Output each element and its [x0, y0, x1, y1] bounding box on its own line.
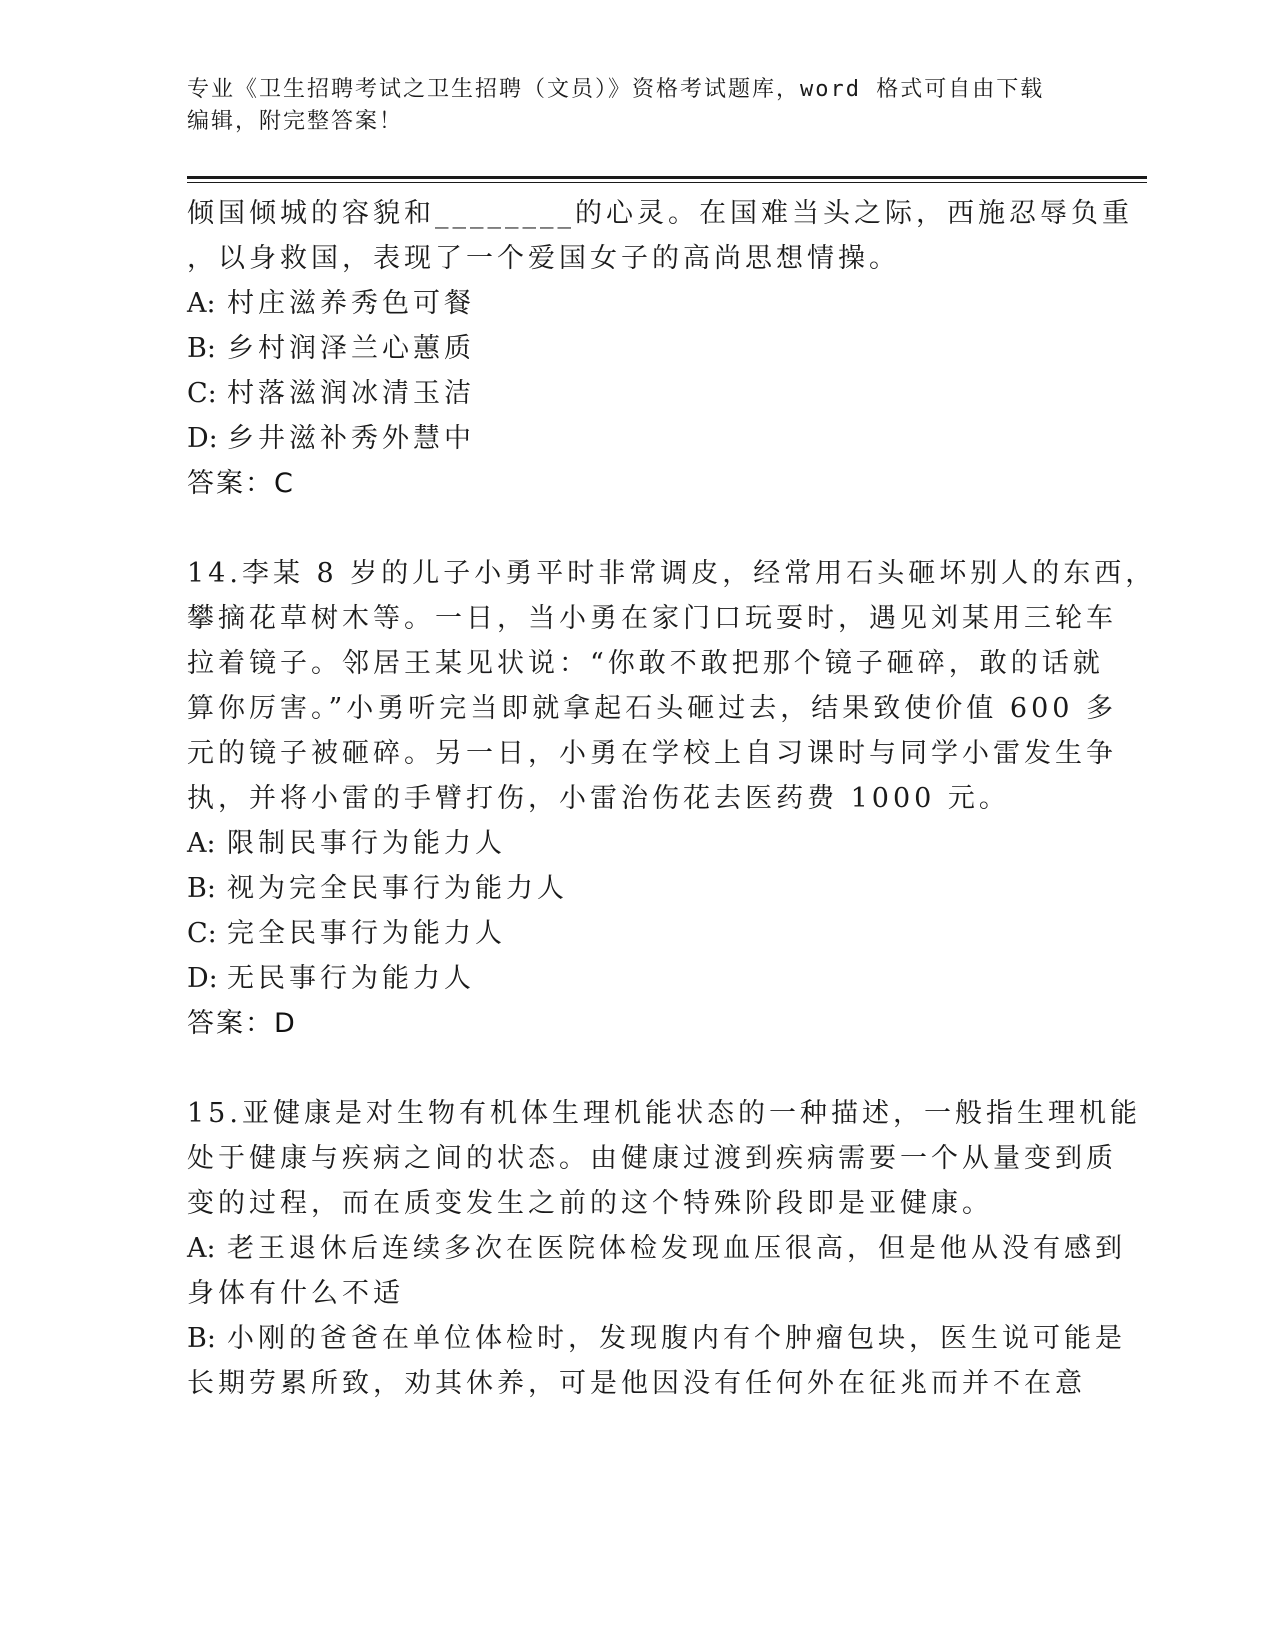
option-c: [187, 371, 1067, 416]
header-divider-thick: [187, 176, 1147, 179]
option-c: [187, 911, 1067, 956]
option-label: B:: [187, 873, 216, 904]
spacer: [187, 1046, 1067, 1091]
option-a: [187, 821, 1067, 866]
answer-line: 答案：C: [187, 468, 295, 499]
question-content: [187, 191, 1157, 1406]
option-text: 村庄滋养秀色可餐: [227, 288, 475, 319]
header-divider-thin: [187, 182, 1147, 183]
question-stem-line: 拉着镜子。邻居王某见状说：“你敢不敢把那个镜子砸碎，敢的话就: [187, 648, 1104, 679]
question-stem-line: 攀摘花草树木等。一日，当小勇在家门口玩耍时，遇见刘某用三轮车: [187, 603, 1117, 634]
option-text: 小刚的爸爸在单位体检时，发现腹内有个肿瘤包块，医生说可能是: [227, 1323, 1126, 1354]
option-label: D:: [187, 423, 218, 454]
header-line-2: 编辑，附完整答案！: [187, 109, 404, 134]
question-stem-line: 倾国倾城的容貌和________的心灵。在国难当头之际，西施忍辱负重: [187, 198, 1133, 229]
option-text: 乡井滋补秀外慧中: [227, 423, 475, 454]
question-13: [187, 191, 1133, 506]
option-text: 老王退休后连续多次在医院体检发现血压很高，但是他从没有感到: [227, 1233, 1126, 1264]
option-b-continuation: 长期劳累所致，劝其休养，可是他因没有任何外在征兆而并不在意: [187, 1368, 1086, 1399]
header-line-1: 专业《卫生招聘考试之卫生招聘（文员）》资格考试题库，word 格式可自由下载: [187, 77, 1045, 102]
question-stem-line: 元的镜子被砸碎。另一日，小勇在学校上自习课时与同学小雷发生争: [187, 738, 1117, 769]
option-b: [187, 866, 1067, 911]
option-b: [187, 326, 1067, 371]
question-stem-line: ，以身救国，表现了一个爱国女子的高尚思想情操。: [187, 243, 900, 274]
option-label: C:: [187, 918, 217, 949]
option-label: A:: [187, 828, 216, 859]
answer-line: 答案：D: [187, 1008, 297, 1039]
option-text: 乡村润泽兰心蕙质: [227, 333, 475, 364]
option-text: 完全民事行为能力人: [227, 918, 506, 949]
question-14: [187, 551, 1157, 1046]
option-label: B:: [187, 333, 216, 364]
option-a: [187, 281, 1067, 326]
option-d: [187, 416, 1067, 461]
option-label: C:: [187, 378, 217, 409]
question-stem-line: 处于健康与疾病之间的状态。由健康过渡到疾病需要一个从量变到质: [187, 1143, 1117, 1174]
option-text: 限制民事行为能力人: [227, 828, 506, 859]
option-text: 无民事行为能力人: [227, 963, 475, 994]
option-label: D:: [187, 963, 218, 994]
option-d: [187, 956, 1067, 1001]
document-header: [187, 74, 1067, 138]
option-text: 视为完全民事行为能力人: [227, 873, 568, 904]
option-label: A:: [187, 1233, 216, 1264]
option-a-continuation: 身体有什么不适: [187, 1278, 404, 1309]
option-b: [187, 1316, 1126, 1361]
question-stem-line: 算你厉害。”小勇听完当即就拿起石头砸过去，结果致使价值 600 多: [187, 693, 1118, 724]
option-a: [187, 1226, 1126, 1271]
option-label: B:: [187, 1323, 216, 1354]
question-stem-line: 14.李某 8 岁的儿子小勇平时非常调皮，经常用石头砸坏别人的东西，: [187, 558, 1157, 589]
option-text: 村落滋润冰清玉洁: [227, 378, 475, 409]
question-stem-line: 变的过程，而在质变发生之前的这个特殊阶段即是亚健康。: [187, 1188, 993, 1219]
spacer: [187, 506, 1067, 551]
question-stem-line: 执，并将小雷的手臂打伤，小雷治伤花去医药费 1000 元。: [187, 783, 1010, 814]
question-15: [187, 1091, 1141, 1406]
option-label: A:: [187, 288, 216, 319]
question-stem-line: 15.亚健康是对生物有机体生理机能状态的一种描述，一般指生理机能: [187, 1098, 1141, 1129]
